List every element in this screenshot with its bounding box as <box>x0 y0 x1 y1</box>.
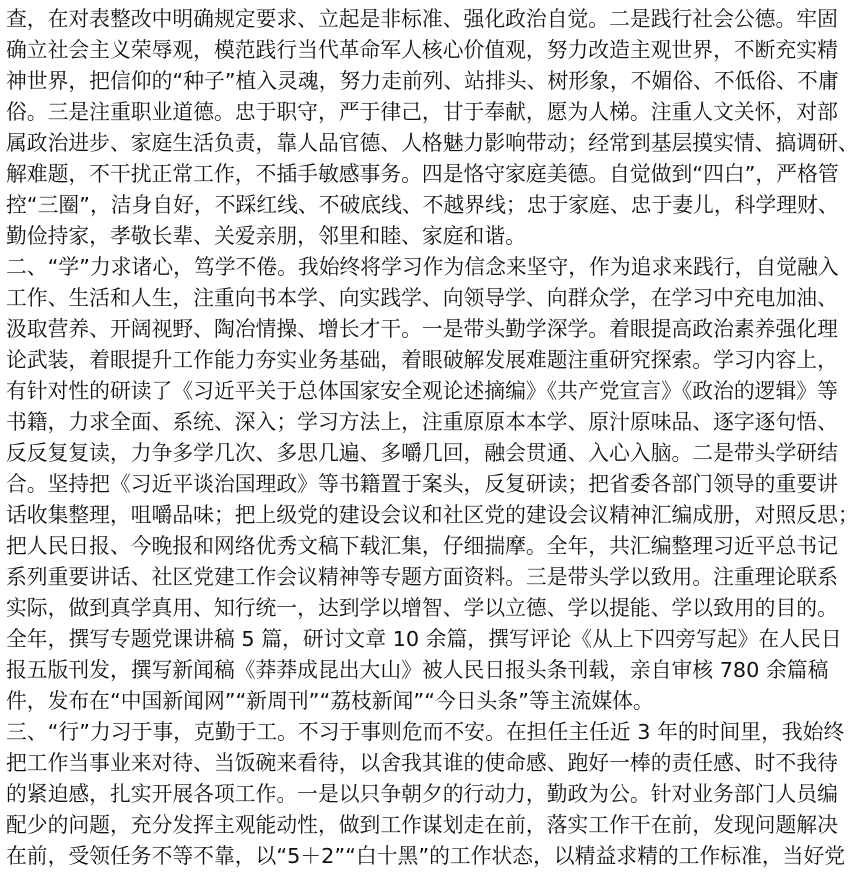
text-line: 把工作当事业来对待、当饭碗来看待，以舍我其谁的使命感、跑好一棒的责任感、时不我待 <box>6 751 838 775</box>
text-line: 实际，做到真学真用、知行统一，达到学以增智、学以立德、学以提能、学以致用的目的。 <box>6 596 838 620</box>
text-line: 把人民日报、今晚报和网络优秀文稿下载汇集，仔细揣摩。全年，共汇编整理习近平总书记 <box>6 534 838 558</box>
text-line: 俗。三是注重职业道德。忠于职守，严于律己，甘于奉献，愿为人梯。注重人文关怀，对部 <box>6 100 838 124</box>
text-line: 合。坚持把《习近平谈治国理政》等书籍置于案头，反复研读；把省委各部门领导的重要讲 <box>6 472 838 496</box>
text-line: 三、“行”力习于事，克勤于工。不习于事则危而不安。在担任主任近 3 年的时间里，我始终 <box>6 720 845 744</box>
text-line: 论武装，着眼提升工作能力夯实业务基础，着眼破解发展难题注重研究探索。学习内容上， <box>6 348 838 372</box>
text-line: 有针对性的研读了《习近平关于总体国家安全观论述摘编》《共产党宣言》《政治的逻辑》等 <box>6 379 838 403</box>
text-line: 在前，受领任务不等不靠，以“5＋2”“白十黑”的工作状态，以精益求精的工作标准，当好党 <box>6 844 846 868</box>
text-line: 系列重要讲话、社区党建工作会议精神等专题方面资料。三是带头学以致用。注重理论联系 <box>6 565 838 589</box>
text-line: 属政治进步、家庭生活负责，靠人品官德、人格魅力影响带动；经常到基层摸实情、搞调研、 <box>6 131 859 155</box>
text-line: 反反复复读，力争多学几次、多思几遍、多嚼几回，融会贯通、入心入脑。二是带头学研结 <box>6 441 838 465</box>
text-line: 全年，撰写专题党课讲稿 5 篇，研讨文章 10 余篇，撰写评论《从上下四旁写起》在人民日 <box>6 627 842 651</box>
text-line: 勤俭持家，孝敬长辈、关爱亲朋，邻里和睦、家庭和谐。 <box>6 224 526 248</box>
text-line: 报五版刊发，撰写新闻稿《莽莽成昆出大山》被人民日报头条刊载，亲自审核 780 余篇稿 <box>6 658 829 682</box>
text-line: 的紧迫感，扎实开展各项工作。一是以只争朝夕的行动力，勤政为公。针对业务部门人员编 <box>6 782 838 806</box>
text-line: 神世界，把信仰的“种子”植入灵魂，努力走前列、站排头、树形象，不媚俗、不低俗、不庸 <box>6 69 839 93</box>
text-line: 工作、生活和人生，注重向书本学、向实践学、向领导学、向群众学，在学习中充电加油、 <box>6 286 838 310</box>
text-line: 配少的问题，充分发挥主观能动性，做到工作谋划走在前，落实工作干在前，发现问题解决 <box>6 813 838 837</box>
text-line: 二、“学”力求诸心，笃学不倦。我始终将学习作为信念来坚守，作为追求来践行，自觉融入 <box>6 255 839 279</box>
text-line: 查，在对表整改中明确规定要求、立起是非标准、强化政治自觉。二是践行社会公德。牢固 <box>6 7 838 31</box>
text-line: 汲取营养、开阔视野、陶冶情操、增长才干。一是带头勤学深学。着眼提高政治素养强化理 <box>6 317 838 341</box>
text-line: 话收集整理，咀嚼品味；把上级党的建设会议和社区党的建设会议精神汇编成册，对照反思； <box>6 503 859 527</box>
text-line: 确立社会主义荣辱观，模范践行当代革命军人核心价值观，努力改造主观世界，不断充实精 <box>6 38 838 62</box>
text-line: 解难题，不干扰正常工作，不插手敏感事务。四是恪守家庭美德。自觉做到“四白”，严格管 <box>6 162 839 186</box>
document-body <box>0 4 859 872</box>
text-line: 件，发布在“中国新闻网”“新周刊”“荔枝新闻”“今日头条”等主流媒体。 <box>6 689 654 713</box>
text-line: 控“三圈”，洁身自好，不踩红线、不破底线、不越界线；忠于家庭、忠于妻儿，科学理财、 <box>6 193 839 217</box>
text-line: 书籍，力求全面、系统、深入；学习方法上，注重原原本本学、原汁原味品、逐字逐句悟、 <box>6 410 838 434</box>
